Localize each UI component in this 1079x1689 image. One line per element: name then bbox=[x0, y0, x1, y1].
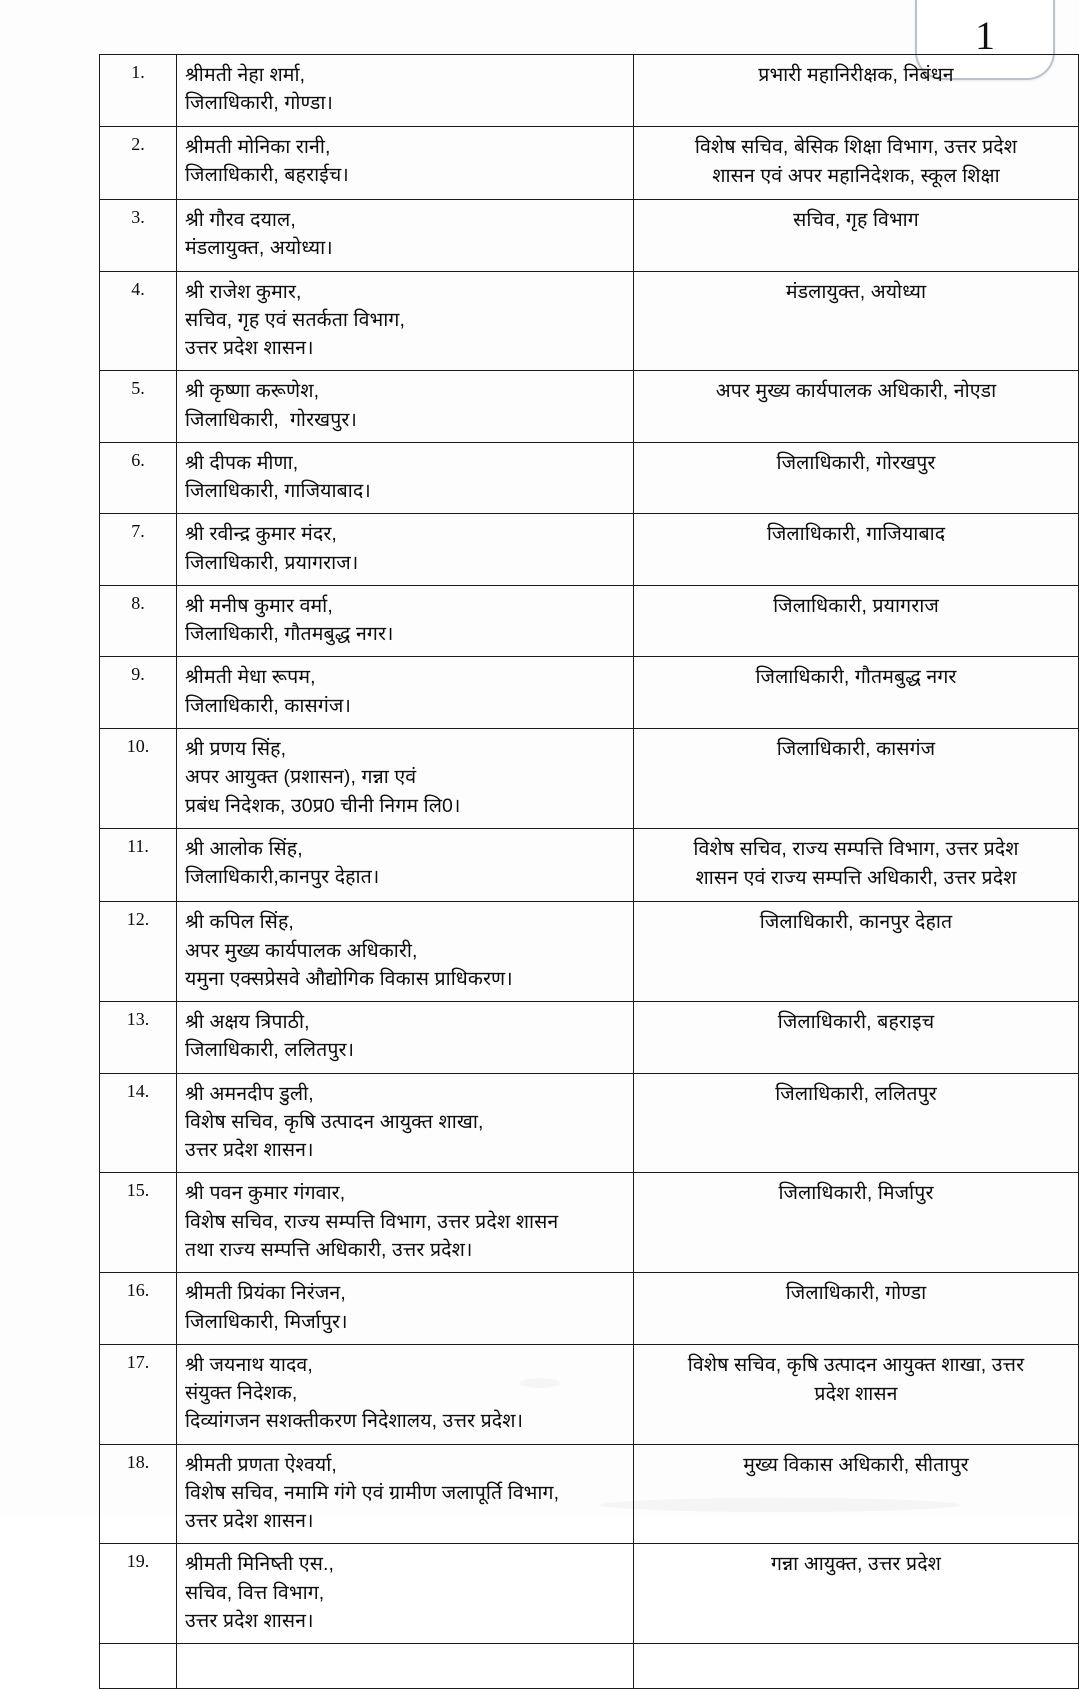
officer-new-posting bbox=[634, 200, 1079, 272]
officer-current-posting bbox=[177, 585, 634, 657]
posting-line: मुख्य विकास अधिकारी, सीतापुर bbox=[743, 1453, 969, 1476]
table-row bbox=[100, 729, 1079, 829]
posting-line: विशेष सचिव, कृषि उत्पादन आयुक्त शाखा, उत्तर bbox=[687, 1353, 1025, 1376]
posting-line: गन्ना आयुक्त, उत्तर प्रदेश bbox=[770, 1553, 942, 1576]
officer-new-posting bbox=[634, 271, 1079, 371]
table-row bbox=[100, 126, 1079, 200]
table-row bbox=[100, 1173, 1079, 1273]
page-number: 1 bbox=[975, 13, 995, 58]
row-serial-number: 15. bbox=[100, 1173, 177, 1273]
officer-line: जिलाधिकारी, गौतमबुद्ध नगर। bbox=[185, 623, 394, 646]
officer-current-posting bbox=[177, 828, 634, 902]
officer-new-posting bbox=[634, 1344, 1079, 1444]
officer-line: उत्तर प्रदेश शासन। bbox=[185, 1139, 314, 1162]
officer-line: श्री पवन कुमार गंगवार, bbox=[185, 1182, 346, 1205]
officer-line: श्रीमती मोनिका रानी, bbox=[185, 135, 331, 158]
officer-line: अपर मुख्य कार्यपालक अधिकारी, bbox=[185, 939, 418, 962]
posting-line: जिलाधिकारी, गोरखपुर bbox=[776, 451, 936, 474]
officer-new-posting bbox=[634, 1073, 1079, 1173]
officer-line: तथा राज्य सम्पत्ति अधिकारी, उत्तर प्रदेश। bbox=[185, 1238, 473, 1261]
posting-line: जिलाधिकारी, कासगंज bbox=[776, 738, 936, 761]
officer-line: सचिव, वित्त विभाग, bbox=[185, 1581, 325, 1604]
officer-current-posting bbox=[177, 442, 634, 514]
posting-line: जिलाधिकारी, गोण्डा bbox=[785, 1282, 927, 1305]
officer-new-posting bbox=[634, 1002, 1079, 1074]
row-serial-number: 1. bbox=[100, 55, 177, 127]
officer-line: संयुक्त निदेशक, bbox=[185, 1382, 298, 1405]
table-row bbox=[100, 1544, 1079, 1644]
posting-line: प्रभारी महानिरीक्षक, निबंधन bbox=[758, 64, 954, 86]
row-serial-number: 2. bbox=[100, 126, 177, 200]
posting-line: जिलाधिकारी, मिर्जापुर bbox=[778, 1182, 934, 1205]
officer-line: जिलाधिकारी, प्रयागराज। bbox=[185, 551, 359, 574]
posting-line: अपर मुख्य कार्यपालक अधिकारी, नोएडा bbox=[715, 380, 997, 403]
officer-new-posting bbox=[634, 514, 1079, 586]
row-serial-number: 12. bbox=[100, 902, 177, 1002]
officer-line: श्री मनीष कुमार वर्मा, bbox=[185, 594, 333, 617]
officer-line: उत्तर प्रदेश शासन। bbox=[185, 337, 314, 360]
officer-line: जिलाधिकारी,कानपुर देहात। bbox=[185, 866, 380, 889]
officer-line: जिलाधिकारी, गोरखपुर। bbox=[185, 408, 357, 431]
officer-current-posting bbox=[177, 1273, 634, 1345]
officer-line: प्रबंध निदेशक, उ0प्र0 चीनी निगम लि0। bbox=[185, 794, 461, 817]
posting-line: विशेष सचिव, बेसिक शिक्षा विभाग, उत्तर प्रदेश bbox=[694, 135, 1018, 158]
table-tail-row bbox=[100, 1644, 1079, 1689]
officer-line: जिलाधिकारी, मिर्जापुर। bbox=[185, 1310, 348, 1333]
row-serial-number: 9. bbox=[100, 657, 177, 729]
officer-new-posting bbox=[634, 1544, 1079, 1644]
officer-current-posting bbox=[177, 1444, 634, 1544]
table-row bbox=[100, 271, 1079, 371]
officer-line: श्री गौरव दयाल, bbox=[185, 209, 296, 232]
officer-current-posting bbox=[177, 1002, 634, 1074]
table-row bbox=[100, 828, 1079, 902]
officer-current-posting bbox=[177, 1073, 634, 1173]
officer-line: अपर आयुक्त (प्रशासन), गन्ना एवं bbox=[185, 766, 417, 789]
officer-new-posting bbox=[634, 1273, 1079, 1345]
officer-current-posting bbox=[177, 271, 634, 371]
table-row bbox=[100, 55, 1079, 127]
officer-line: श्री कपिल सिंह, bbox=[185, 911, 294, 934]
officer-line: दिव्यांगजन सशक्तीकरण निदेशालय, उत्तर प्रदेश। bbox=[185, 1410, 524, 1433]
officer-new-posting bbox=[634, 1173, 1079, 1273]
empty-cell bbox=[100, 1644, 177, 1689]
officer-new-posting bbox=[634, 828, 1079, 902]
officer-new-posting bbox=[634, 729, 1079, 829]
officer-line: जिलाधिकारी, ललितपुर। bbox=[185, 1039, 355, 1062]
posting-line: शासन एवं राज्य सम्पत्ति अधिकारी, उत्तर प्रदेश bbox=[695, 867, 1017, 890]
transfer-order-table bbox=[99, 54, 1079, 1689]
table-row bbox=[100, 585, 1079, 657]
officer-new-posting bbox=[634, 657, 1079, 729]
officer-new-posting bbox=[634, 126, 1079, 200]
officer-new-posting bbox=[634, 1444, 1079, 1544]
table-row bbox=[100, 442, 1079, 514]
officer-line: विशेष सचिव, राज्य सम्पत्ति विभाग, उत्तर प्रदेश शासन bbox=[185, 1210, 559, 1233]
officer-new-posting bbox=[634, 55, 1079, 127]
row-serial-number: 14. bbox=[100, 1073, 177, 1173]
table-row bbox=[100, 1273, 1079, 1345]
posting-line: शासन एवं अपर महानिदेशक, स्कूल शिक्षा bbox=[712, 164, 1000, 187]
officer-line: श्री जयनाथ यादव, bbox=[185, 1353, 313, 1376]
officer-current-posting bbox=[177, 514, 634, 586]
posting-line: जिलाधिकारी, गौतमबुद्ध नगर bbox=[755, 666, 957, 689]
officer-line: श्रीमती मिनिष्ती एस., bbox=[185, 1553, 335, 1576]
officer-line: श्री दीपक मीणा, bbox=[185, 451, 299, 474]
officer-line: विशेष सचिव, नमामि गंगे एवं ग्रामीण जलापूर्ति विभाग, bbox=[185, 1481, 560, 1504]
officer-line: श्री आलोक सिंह, bbox=[185, 837, 303, 860]
table-row bbox=[100, 657, 1079, 729]
officer-line: विशेष सचिव, कृषि उत्पादन आयुक्त शाखा, bbox=[185, 1110, 484, 1133]
posting-line: जिलाधिकारी, गाजियाबाद bbox=[766, 523, 946, 546]
row-serial-number: 7. bbox=[100, 514, 177, 586]
row-serial-number: 8. bbox=[100, 585, 177, 657]
officer-line: श्री कृष्णा करूणेश, bbox=[185, 380, 320, 403]
officer-line: श्रीमती नेहा शर्मा, bbox=[185, 64, 306, 86]
officer-current-posting bbox=[177, 657, 634, 729]
officer-line: जिलाधिकारी, गाजियाबाद। bbox=[185, 480, 371, 503]
row-serial-number: 19. bbox=[100, 1544, 177, 1644]
table-row bbox=[100, 1073, 1079, 1173]
posting-line: जिलाधिकारी, प्रयागराज bbox=[773, 594, 939, 617]
posting-line: जिलाधिकारी, बहराइच bbox=[777, 1011, 935, 1034]
table-row bbox=[100, 514, 1079, 586]
table-row bbox=[100, 1002, 1079, 1074]
posting-line: मंडलायुक्त, अयोध्या bbox=[785, 280, 927, 303]
officer-new-posting bbox=[634, 442, 1079, 514]
posting-line: सचिव, गृह विभाग bbox=[793, 209, 919, 232]
table-row bbox=[100, 1344, 1079, 1444]
officer-current-posting bbox=[177, 729, 634, 829]
officer-new-posting bbox=[634, 371, 1079, 443]
officer-current-posting bbox=[177, 126, 634, 200]
table-row bbox=[100, 200, 1079, 272]
officer-line: श्रीमती मेधा रूपम, bbox=[185, 666, 316, 689]
officer-line: उत्तर प्रदेश शासन। bbox=[185, 1510, 314, 1533]
officer-line: जिलाधिकारी, बहराईच। bbox=[185, 163, 349, 186]
officer-line: श्री रवीन्द्र कुमार मंदर, bbox=[185, 523, 337, 546]
officer-current-posting bbox=[177, 1173, 634, 1273]
posting-line: विशेष सचिव, राज्य सम्पत्ति विभाग, उत्तर प्रदेश bbox=[693, 837, 1019, 860]
officer-line: जिलाधिकारी, कासगंज। bbox=[185, 694, 351, 717]
empty-cell bbox=[634, 1644, 1079, 1689]
officer-line: श्री अक्षय त्रिपाठी, bbox=[185, 1011, 310, 1034]
officer-line: श्री अमनदीप डुली, bbox=[185, 1082, 314, 1105]
officer-line: मंडलायुक्त, अयोध्या। bbox=[185, 237, 333, 260]
row-serial-number: 17. bbox=[100, 1344, 177, 1444]
officer-line: यमुना एक्सप्रेसवे औद्योगिक विकास प्राधिकरण। bbox=[185, 967, 513, 990]
officer-new-posting bbox=[634, 585, 1079, 657]
officer-line: श्रीमती प्रणता ऐश्वर्या, bbox=[185, 1453, 337, 1476]
row-serial-number: 18. bbox=[100, 1444, 177, 1544]
row-serial-number: 4. bbox=[100, 271, 177, 371]
table-row bbox=[100, 1444, 1079, 1544]
officer-current-posting bbox=[177, 902, 634, 1002]
officer-line: श्री राजेश कुमार, bbox=[185, 280, 302, 303]
table-body bbox=[100, 55, 1079, 1689]
officer-current-posting bbox=[177, 55, 634, 127]
officer-line: सचिव, गृह एवं सतर्कता विभाग, bbox=[185, 308, 405, 331]
row-serial-number: 13. bbox=[100, 1002, 177, 1074]
table-row bbox=[100, 371, 1079, 443]
posting-line: जिलाधिकारी, कानपुर देहात bbox=[759, 911, 953, 934]
row-serial-number: 16. bbox=[100, 1273, 177, 1345]
officer-new-posting bbox=[634, 902, 1079, 1002]
row-serial-number: 6. bbox=[100, 442, 177, 514]
posting-line: जिलाधिकारी, ललितपुर bbox=[775, 1082, 937, 1105]
officer-line: श्रीमती प्रियंका निरंजन, bbox=[185, 1282, 346, 1305]
officer-line: उत्तर प्रदेश शासन। bbox=[185, 1609, 314, 1632]
officer-line: श्री प्रणय सिंह, bbox=[185, 738, 287, 761]
officer-current-posting bbox=[177, 1344, 634, 1444]
row-serial-number: 11. bbox=[100, 828, 177, 902]
officer-current-posting bbox=[177, 1544, 634, 1644]
row-serial-number: 5. bbox=[100, 371, 177, 443]
posting-line: प्रदेश शासन bbox=[814, 1383, 898, 1406]
table-row bbox=[100, 902, 1079, 1002]
officer-current-posting bbox=[177, 200, 634, 272]
officer-current-posting bbox=[177, 371, 634, 443]
officer-line: जिलाधिकारी, गोण्डा। bbox=[185, 92, 333, 115]
row-serial-number: 3. bbox=[100, 200, 177, 272]
empty-cell bbox=[177, 1644, 634, 1689]
row-serial-number: 10. bbox=[100, 729, 177, 829]
